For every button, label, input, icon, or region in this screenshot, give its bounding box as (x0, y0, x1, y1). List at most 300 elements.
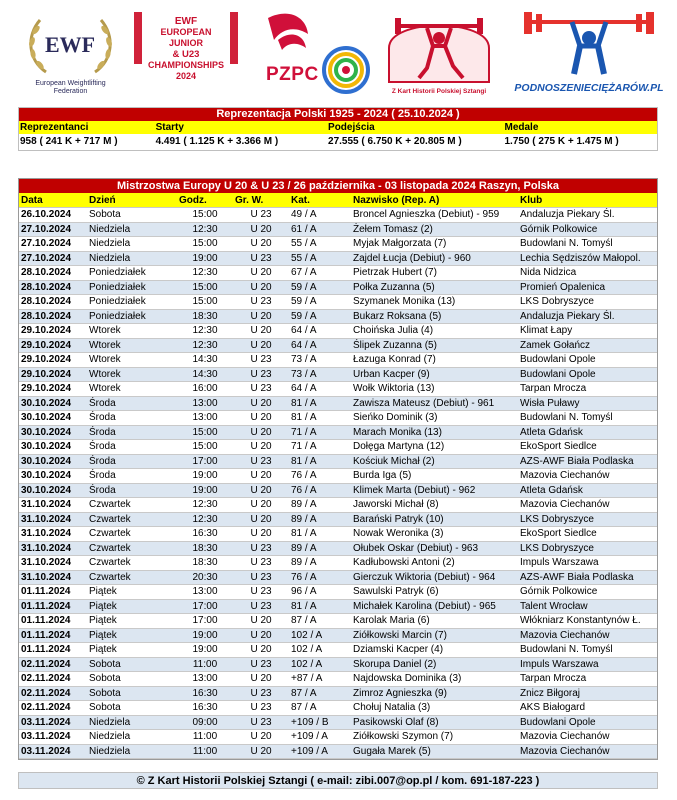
table-row (19, 556, 657, 571)
cell-date: 30.10.2024 (19, 411, 87, 426)
cell-date: 26.10.2024 (19, 208, 87, 223)
cell-category: 49 / A (289, 208, 351, 223)
summary-value-representatives: 958 ( 241 K + 717 M ) (20, 136, 118, 147)
cell-athlete-name: Zajdel Łucja (Debiut) - 960 (351, 251, 518, 266)
column-header-age-group: Gr. W. (233, 193, 289, 208)
cell-date: 31.10.2024 (19, 556, 87, 571)
cell-club: Budowlani N. Tomyśl (518, 237, 657, 252)
cell-category: 96 / A (289, 585, 351, 600)
cell-time: 11:00 (177, 744, 233, 759)
cell-age-group: U 20 (233, 672, 289, 687)
schedule-title: Mistrzostwa Europy U 20 & U 23 / 26 października - 03 listopada 2024 Raszyn, Polska (19, 179, 657, 193)
cell-club: Budowlani Opole (518, 367, 657, 382)
cell-date: 28.10.2024 (19, 295, 87, 310)
cell-time: 12:30 (177, 266, 233, 281)
cell-category: 61 / A (289, 222, 351, 237)
table-row (19, 324, 657, 339)
cell-date: 28.10.2024 (19, 309, 87, 324)
cell-age-group: U 20 (233, 411, 289, 426)
cell-athlete-name: Kościuk Michał (2) (351, 454, 518, 469)
cell-date: 27.10.2024 (19, 222, 87, 237)
cell-date: 01.11.2024 (19, 643, 87, 658)
cell-athlete-name: Żełem Tomasz (2) (351, 222, 518, 237)
cell-age-group: U 20 (233, 324, 289, 339)
cell-time: 12:30 (177, 324, 233, 339)
cell-day: Środa (87, 425, 177, 440)
cell-age-group: U 20 (233, 498, 289, 513)
cell-club: Talent Wrocław (518, 599, 657, 614)
table-row (19, 744, 657, 759)
cell-date: 01.11.2024 (19, 614, 87, 629)
championships-logo (132, 8, 240, 100)
cell-athlete-name: Urban Kacper (9) (351, 367, 518, 382)
cell-category: 102 / A (289, 643, 351, 658)
cell-time: 19:00 (177, 643, 233, 658)
table-row (19, 367, 657, 382)
cell-age-group: U 20 (233, 744, 289, 759)
cell-category: 71 / A (289, 425, 351, 440)
cell-club: Atleta Gdańsk (518, 483, 657, 498)
summary-header-starts: Starty (155, 122, 184, 133)
cell-age-group: U 20 (233, 396, 289, 411)
cell-club: Włókniarz Konstantynów Ł. (518, 614, 657, 629)
ewf-logo (18, 8, 123, 100)
cell-time: 13:00 (177, 396, 233, 411)
cell-time: 16:00 (177, 382, 233, 397)
cell-club: Atleta Gdańsk (518, 425, 657, 440)
cell-athlete-name: Pasikowski Olaf (8) (351, 715, 518, 730)
table-row (19, 599, 657, 614)
cell-category: 76 / A (289, 570, 351, 585)
cell-time: 17:00 (177, 454, 233, 469)
cell-day: Sobota (87, 208, 177, 223)
table-row (19, 527, 657, 542)
cell-date: 31.10.2024 (19, 570, 87, 585)
ewf-caption: European Weightlifting Federation (35, 80, 106, 95)
cell-date: 30.10.2024 (19, 425, 87, 440)
table-row (19, 570, 657, 585)
cell-day: Czwartek (87, 570, 177, 585)
table-row (19, 730, 657, 745)
cell-time: 15:00 (177, 425, 233, 440)
cell-age-group: U 20 (233, 469, 289, 484)
cell-day: Sobota (87, 686, 177, 701)
cell-date: 31.10.2024 (19, 512, 87, 527)
cell-category: 89 / A (289, 541, 351, 556)
cell-time: 12:30 (177, 338, 233, 353)
table-row (19, 411, 657, 426)
cell-category: 87 / A (289, 686, 351, 701)
cell-athlete-name: Barański Patryk (10) (351, 512, 518, 527)
cell-athlete-name: Zawisza Mateusz (Debiut) - 961 (351, 396, 518, 411)
cell-athlete-name: Jaworski Michał (8) (351, 498, 518, 513)
cell-day: Czwartek (87, 512, 177, 527)
cell-day: Wtorek (87, 367, 177, 382)
cell-date: 29.10.2024 (19, 338, 87, 353)
cell-category: 81 / A (289, 454, 351, 469)
table-row (19, 295, 657, 310)
cell-time: 17:00 (177, 614, 233, 629)
table-row (19, 396, 657, 411)
cell-athlete-name: Sawulski Patryk (6) (351, 585, 518, 600)
cell-club: Klimat Łapy (518, 324, 657, 339)
table-body (19, 208, 657, 759)
column-header-date: Data (19, 193, 87, 208)
table-row (19, 614, 657, 629)
cell-date: 02.11.2024 (19, 657, 87, 672)
cell-time: 18:30 (177, 309, 233, 324)
cell-day: Wtorek (87, 353, 177, 368)
cell-category: 64 / A (289, 338, 351, 353)
cell-club: Budowlani Opole (518, 353, 657, 368)
cell-club: Andaluzja Piekary Śl. (518, 208, 657, 223)
cell-date: 03.11.2024 (19, 730, 87, 745)
podnoszenie-logo (514, 8, 664, 100)
cell-day: Środa (87, 469, 177, 484)
cell-day: Czwartek (87, 556, 177, 571)
cell-athlete-name: Ziółkowski Marcin (7) (351, 628, 518, 643)
cell-club: AKS Białogard (518, 701, 657, 716)
cell-date: 02.11.2024 (19, 701, 87, 716)
cell-athlete-name: Gierczuk Wiktoria (Debiut) - 964 (351, 570, 518, 585)
cell-age-group: U 23 (233, 570, 289, 585)
eagle-rings-icon (248, 8, 373, 100)
cell-club: Impuls Warszawa (518, 657, 657, 672)
cell-category: 59 / A (289, 295, 351, 310)
cell-athlete-name: Nowak Weronika (3) (351, 527, 518, 542)
cell-day: Środa (87, 454, 177, 469)
cell-day: Czwartek (87, 498, 177, 513)
cell-club: Mazovia Ciechanów (518, 469, 657, 484)
table-row (19, 440, 657, 455)
column-header-time: Godz. (177, 193, 233, 208)
cell-athlete-name: Marach Monika (13) (351, 425, 518, 440)
table-row (19, 585, 657, 600)
cell-day: Wtorek (87, 338, 177, 353)
cell-age-group: U 20 (233, 614, 289, 629)
cell-category: 59 / A (289, 280, 351, 295)
cell-day: Sobota (87, 672, 177, 687)
cell-athlete-name: Sieńko Dominik (3) (351, 411, 518, 426)
cell-athlete-name: Chołuj Natalia (3) (351, 701, 518, 716)
cell-club: Znicz Biłgoraj (518, 686, 657, 701)
cell-category: 89 / A (289, 512, 351, 527)
cell-athlete-name: Gugała Marek (5) (351, 744, 518, 759)
cell-time: 13:00 (177, 672, 233, 687)
table-row (19, 483, 657, 498)
cell-club: Nida Nidzica (518, 266, 657, 281)
cell-age-group: U 20 (233, 266, 289, 281)
cell-athlete-name: Klimek Marta (Debiut) - 962 (351, 483, 518, 498)
table-row (19, 338, 657, 353)
cell-time: 11:00 (177, 657, 233, 672)
cell-date: 01.11.2024 (19, 585, 87, 600)
cell-category: 81 / A (289, 599, 351, 614)
cell-time: 16:30 (177, 527, 233, 542)
cell-date: 03.11.2024 (19, 744, 87, 759)
summary-header-representatives: Reprezentanci (20, 122, 89, 133)
cell-club: Budowlani Opole (518, 715, 657, 730)
cell-athlete-name: Broncel Agnieszka (Debiut) - 959 (351, 208, 518, 223)
cell-age-group: U 23 (233, 599, 289, 614)
cell-time: 15:00 (177, 280, 233, 295)
cell-day: Piątek (87, 585, 177, 600)
cell-age-group: U 23 (233, 295, 289, 310)
table-row (19, 628, 657, 643)
cell-day: Niedziela (87, 744, 177, 759)
table-row (19, 222, 657, 237)
cell-age-group: U 20 (233, 440, 289, 455)
cell-club: Wisła Puławy (518, 396, 657, 411)
table-row (19, 686, 657, 701)
cell-date: 29.10.2024 (19, 324, 87, 339)
cell-time: 18:30 (177, 556, 233, 571)
cell-date: 29.10.2024 (19, 382, 87, 397)
cell-category: 76 / A (289, 469, 351, 484)
cell-club: AZS-AWF Biała Podlaska (518, 570, 657, 585)
cell-date: 31.10.2024 (19, 541, 87, 556)
cell-age-group: U 20 (233, 483, 289, 498)
cell-age-group: U 20 (233, 280, 289, 295)
cell-date: 01.11.2024 (19, 599, 87, 614)
cell-athlete-name: Łazuga Konrad (7) (351, 353, 518, 368)
cell-age-group: U 23 (233, 657, 289, 672)
cell-day: Środa (87, 411, 177, 426)
cell-athlete-name: Połka Zuzanna (5) (351, 280, 518, 295)
cell-date: 27.10.2024 (19, 251, 87, 266)
cell-category: 67 / A (289, 266, 351, 281)
cell-age-group: U 23 (233, 585, 289, 600)
cell-day: Czwartek (87, 527, 177, 542)
cell-age-group: U 20 (233, 628, 289, 643)
cell-athlete-name: Zimroz Agnieszka (9) (351, 686, 518, 701)
cell-date: 30.10.2024 (19, 469, 87, 484)
cell-day: Piątek (87, 599, 177, 614)
laurel-wreath-icon (18, 8, 123, 80)
cell-time: 14:30 (177, 367, 233, 382)
cell-athlete-name: Ołubek Oskar (Debiut) - 963 (351, 541, 518, 556)
cell-date: 29.10.2024 (19, 353, 87, 368)
cell-category: 102 / A (289, 628, 351, 643)
summary-header-row (19, 121, 657, 134)
cell-age-group: U 20 (233, 425, 289, 440)
cell-age-group: U 23 (233, 251, 289, 266)
cell-day: Niedziela (87, 715, 177, 730)
table-row (19, 425, 657, 440)
lifter-icon (514, 8, 664, 80)
cell-day: Wtorek (87, 324, 177, 339)
cell-day: Piątek (87, 614, 177, 629)
cell-day: Środa (87, 483, 177, 498)
cell-category: +109 / A (289, 730, 351, 745)
cell-age-group: U 23 (233, 556, 289, 571)
cell-age-group: U 23 (233, 701, 289, 716)
table-row (19, 251, 657, 266)
summary-value-medals: 1.750 ( 275 K + 1.475 M ) (504, 136, 619, 147)
cell-age-group: U 20 (233, 338, 289, 353)
column-header-club: Klub (518, 193, 657, 208)
cell-athlete-name: Kadłubowski Antoni (2) (351, 556, 518, 571)
cell-age-group: U 23 (233, 353, 289, 368)
cell-category: 81 / A (289, 527, 351, 542)
cell-day: Niedziela (87, 237, 177, 252)
cell-time: 15:00 (177, 295, 233, 310)
cell-club: EkoSport Siedlce (518, 527, 657, 542)
cell-age-group: U 23 (233, 208, 289, 223)
cell-age-group: U 20 (233, 730, 289, 745)
summary-header-medals: Medale (504, 122, 539, 133)
cell-age-group: U 20 (233, 512, 289, 527)
cell-time: 12:30 (177, 498, 233, 513)
cell-age-group: U 23 (233, 541, 289, 556)
cell-category: 64 / A (289, 382, 351, 397)
cell-date: 29.10.2024 (19, 367, 87, 382)
cell-category: 89 / A (289, 556, 351, 571)
cell-category: 81 / A (289, 411, 351, 426)
cell-day: Poniedziałek (87, 280, 177, 295)
cell-category: 64 / A (289, 324, 351, 339)
cell-day: Sobota (87, 701, 177, 716)
cell-athlete-name: Szymanek Monika (13) (351, 295, 518, 310)
cell-category: 89 / A (289, 498, 351, 513)
cell-age-group: U 23 (233, 715, 289, 730)
column-header-name: Nazwisko (Rep. A) (351, 193, 518, 208)
cell-club: Górnik Polkowice (518, 222, 657, 237)
cell-age-group: U 20 (233, 643, 289, 658)
cell-club: Zamek Gołańcz (518, 338, 657, 353)
weightlifter-icon (383, 8, 495, 88)
column-header-category: Kat. (289, 193, 351, 208)
cell-club: Mazovia Ciechanów (518, 730, 657, 745)
cell-age-group: U 20 (233, 237, 289, 252)
footer-contact: © Z Kart Historii Polskiej Sztangi ( e-mail: zibi.007@op.pl / kom. 691-187-223 ) (18, 772, 658, 789)
cell-club: Mazovia Ciechanów (518, 498, 657, 513)
cell-date: 30.10.2024 (19, 440, 87, 455)
cell-date: 01.11.2024 (19, 628, 87, 643)
summary-header-attempts: Podejścia (328, 122, 375, 133)
cell-date: 28.10.2024 (19, 280, 87, 295)
pzpc-logo (248, 8, 373, 100)
cell-day: Czwartek (87, 541, 177, 556)
cell-date: 30.10.2024 (19, 396, 87, 411)
table-row (19, 672, 657, 687)
cell-club: LKS Dobryszyce (518, 541, 657, 556)
cell-club: Budowlani N. Tomyśl (518, 643, 657, 658)
table-row (19, 309, 657, 324)
cell-athlete-name: Burda Iga (5) (351, 469, 518, 484)
cell-age-group: U 23 (233, 367, 289, 382)
cell-club: EkoSport Siedlce (518, 440, 657, 455)
cell-day: Piątek (87, 643, 177, 658)
cell-time: 19:00 (177, 628, 233, 643)
cell-athlete-name: Choińska Julia (4) (351, 324, 518, 339)
cell-category: 71 / A (289, 440, 351, 455)
cell-club: Mazovia Ciechanów (518, 744, 657, 759)
cell-time: 19:00 (177, 251, 233, 266)
cell-category: 59 / A (289, 309, 351, 324)
cell-club: Impuls Warszawa (518, 556, 657, 571)
cell-day: Środa (87, 440, 177, 455)
cell-time: 13:00 (177, 411, 233, 426)
cell-club: Budowlani N. Tomyśl (518, 411, 657, 426)
cell-date: 27.10.2024 (19, 237, 87, 252)
cell-category: 55 / A (289, 251, 351, 266)
cell-date: 31.10.2024 (19, 498, 87, 513)
cell-time: 20:30 (177, 570, 233, 585)
cell-time: 09:00 (177, 715, 233, 730)
cell-time: 14:30 (177, 353, 233, 368)
cell-athlete-name: Ślipek Zuzanna (5) (351, 338, 518, 353)
cell-club: LKS Dobryszyce (518, 295, 657, 310)
table-header-row (19, 193, 657, 208)
cell-athlete-name: Dołęga Martyna (12) (351, 440, 518, 455)
podnoszenie-label: PODNOSZENIECIĘŻARÓW.PL (514, 82, 664, 94)
cell-category: +109 / B (289, 715, 351, 730)
cell-time: 15:00 (177, 208, 233, 223)
summary-values-row (19, 134, 657, 150)
cell-time: 19:00 (177, 469, 233, 484)
cell-category: 55 / A (289, 237, 351, 252)
cell-athlete-name: Ziółkowski Szymon (7) (351, 730, 518, 745)
table-row (19, 353, 657, 368)
cell-athlete-name: Karolak Maria (6) (351, 614, 518, 629)
table-row (19, 208, 657, 223)
logo-strip (0, 8, 677, 100)
cell-date: 02.11.2024 (19, 672, 87, 687)
table-row (19, 701, 657, 716)
cell-athlete-name: Michałek Karolina (Debiut) - 965 (351, 599, 518, 614)
cell-time: 16:30 (177, 686, 233, 701)
cell-age-group: U 23 (233, 686, 289, 701)
cell-time: 15:00 (177, 440, 233, 455)
cell-day: Sobota (87, 657, 177, 672)
cell-category: 81 / A (289, 396, 351, 411)
cell-day: Środa (87, 396, 177, 411)
cell-day: Poniedziałek (87, 266, 177, 281)
cell-category: 87 / A (289, 701, 351, 716)
pzpc-label: PZPC (266, 64, 319, 85)
table-row (19, 498, 657, 513)
cell-time: 15:00 (177, 237, 233, 252)
cell-day: Niedziela (87, 222, 177, 237)
cell-age-group: U 20 (233, 222, 289, 237)
table-row (19, 657, 657, 672)
summary-title: Reprezentacja Polski 1925 - 2024 ( 25.10.2024 ) (19, 108, 657, 121)
cell-club: Mazovia Ciechanów (518, 628, 657, 643)
cell-time: 12:30 (177, 222, 233, 237)
cell-date: 30.10.2024 (19, 454, 87, 469)
cell-club: AZS-AWF Biała Podlaska (518, 454, 657, 469)
table-row (19, 541, 657, 556)
cell-date: 30.10.2024 (19, 483, 87, 498)
cell-club: LKS Dobryszyce (518, 512, 657, 527)
cell-club: Promień Opalenica (518, 280, 657, 295)
cell-age-group: U 23 (233, 454, 289, 469)
cell-athlete-name: Bukarz Roksana (5) (351, 309, 518, 324)
svg-text:EWF: EWF (44, 32, 96, 57)
championships-text: EWF EUROPEAN JUNIOR & U23 CHAMPIONSHIPS 2024 (147, 16, 224, 81)
table-row (19, 469, 657, 484)
cell-club: Tarpan Mrocza (518, 672, 657, 687)
cell-athlete-name: Myjak Małgorzata (7) (351, 237, 518, 252)
cell-category: 73 / A (289, 353, 351, 368)
zkart-logo (383, 8, 495, 100)
cell-day: Niedziela (87, 730, 177, 745)
table-row (19, 454, 657, 469)
table-row (19, 643, 657, 658)
cell-time: 16:30 (177, 701, 233, 716)
cell-time: 13:00 (177, 585, 233, 600)
